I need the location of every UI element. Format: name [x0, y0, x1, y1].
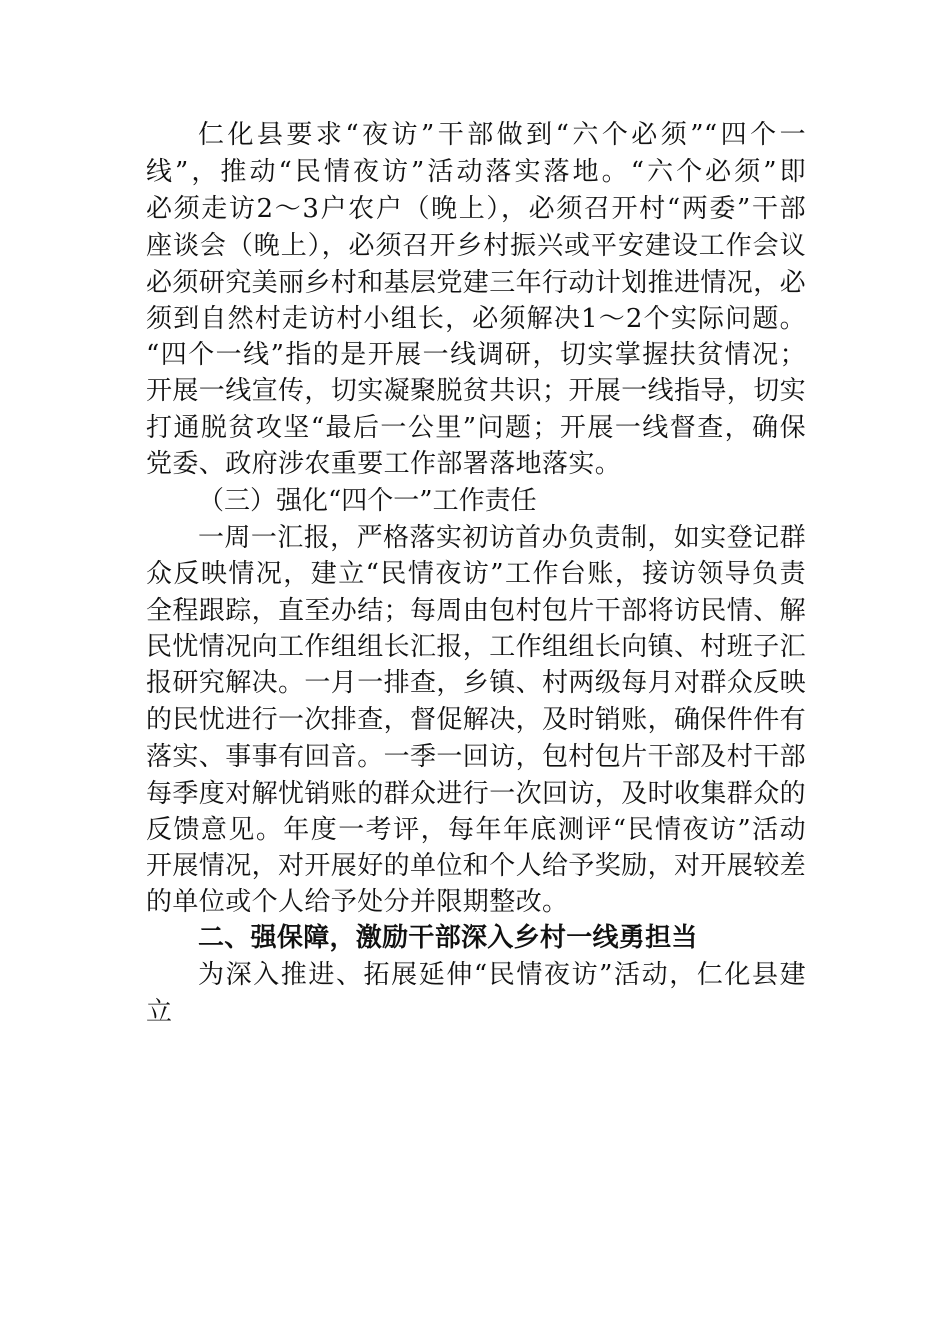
- paragraph-line: 的民忧进行一次排查，督促解决，及时销账，确保件件有: [146, 705, 807, 735]
- paragraph-line: 反馈意见。年度一考评，每年年底测评“民情夜访”活动: [146, 815, 806, 845]
- paragraph-line: 开展一线宣传，切实凝聚脱贫共识；开展一线指导，切实: [146, 376, 807, 406]
- paragraph-line: 须到自然村走访村小组长，必须解决1～2个实际问题。: [146, 304, 806, 334]
- paragraph-line: 立: [146, 997, 173, 1027]
- paragraph-line: 打通脱贫攻坚“最后一公里”问题；开展一线督查，确保: [146, 413, 806, 443]
- paragraph-line: 党委、政府涉农重要工作部署落地落实。: [146, 449, 622, 479]
- paragraph-line: 开展情况，对开展好的单位和个人给予奖励，对开展较差: [146, 851, 807, 881]
- paragraph-line: 必须研究美丽乡村和基层党建三年行动计划推进情况，必: [146, 268, 807, 298]
- paragraph-line: “四个一线”指的是开展一线调研，切实掌握扶贫情况；: [146, 340, 806, 370]
- paragraph-line: 必须走访2～3户农户（晚上），必须召开村“两委”干部: [146, 194, 806, 224]
- paragraph-line: 的单位或个人给予处分并限期整改。: [146, 887, 569, 917]
- paragraph-line: 座谈会（晚上），必须召开乡村振兴或平安建设工作会议: [146, 231, 806, 261]
- paragraph-line: 线”，推动“民情夜访”活动落实落地。“六个必须”即: [146, 157, 806, 187]
- section-subheading: （三）强化“四个一”工作责任: [198, 486, 537, 516]
- paragraph-line: 民忧情况向工作组组长汇报，工作组组长向镇、村班子汇: [146, 632, 807, 662]
- paragraph-line: 落实、事事有回音。一季一回访，包村包片干部及村干部: [146, 742, 807, 772]
- paragraph-line: 众反映情况，建立“民情夜访”工作台账，接访领导负责: [146, 559, 806, 589]
- paragraph-line: 每季度对解忧销账的群众进行一次回访，及时收集群众的: [146, 779, 807, 809]
- paragraph-line: 全程跟踪，直至办结；每周由包村包片干部将访民情、解: [146, 596, 807, 626]
- paragraph-line: 仁化县要求“夜访”干部做到“六个必须”“四个一: [198, 120, 806, 150]
- section-heading: 二、强保障，激励干部深入乡村一线勇担当: [198, 923, 698, 953]
- paragraph-line: 一周一汇报，严格落实初访首办负责制，如实登记群: [198, 523, 806, 553]
- paragraph-line: 报研究解决。一月一排查，乡镇、村两级每月对群众反映: [146, 668, 807, 698]
- paragraph-line: 为深入推进、拓展延伸“民情夜访”活动，仁化县建: [198, 960, 806, 990]
